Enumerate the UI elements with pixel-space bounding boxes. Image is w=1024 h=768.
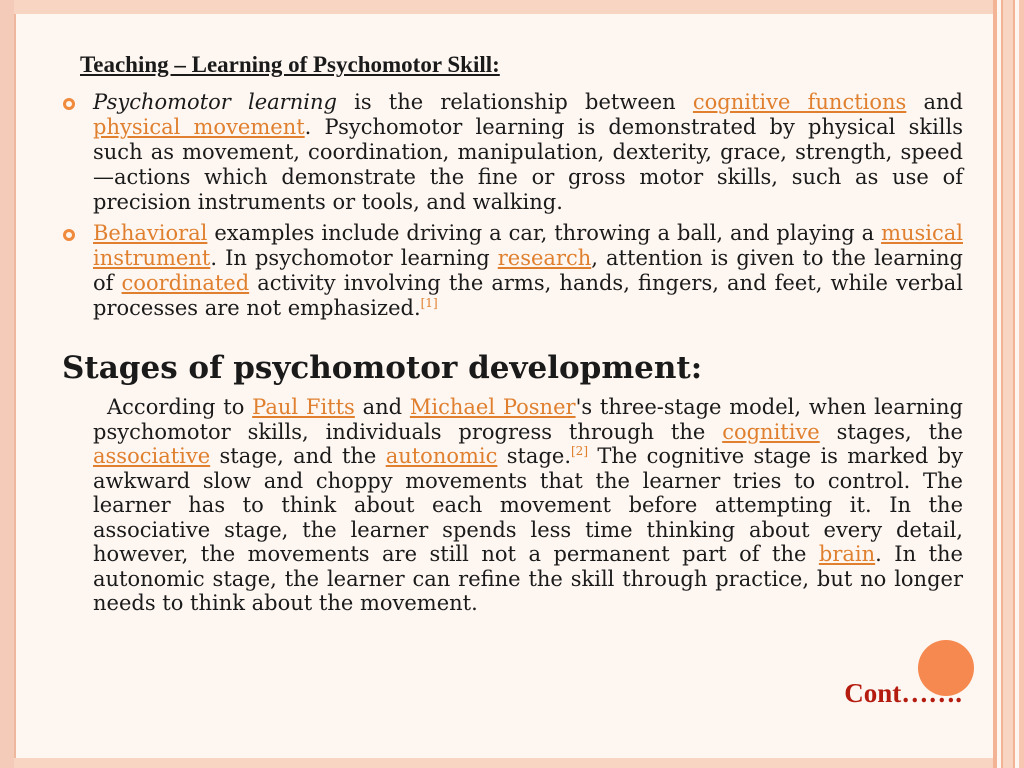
bullet-list — [60, 90, 963, 327]
emphasis-text: Psychomotor learning — [93, 90, 337, 114]
inline-link[interactable]: musical instrument — [93, 221, 963, 270]
bullet-item — [60, 221, 963, 321]
bullet-ring-icon — [63, 98, 75, 110]
inline-link[interactable]: coordinated — [121, 271, 250, 295]
citation-ref-link[interactable]: [2] — [571, 444, 588, 458]
continuation-label: Cont……. — [844, 678, 962, 708]
bullet-text — [93, 221, 963, 320]
citation-ref-link[interactable]: [1] — [420, 296, 438, 310]
text-run: is the relationship between — [336, 90, 693, 114]
text-run: stages, the — [819, 419, 963, 444]
inline-link[interactable]: Behavioral — [93, 221, 208, 245]
text-run: activity involving the arms, hands, fingers, and feet, while verbal processes are not emphasized. — [93, 271, 964, 320]
text-run: and — [906, 90, 963, 114]
text-run: stage, and the — [210, 444, 386, 468]
text-run: stage. — [497, 444, 571, 468]
bullet-text — [93, 90, 963, 214]
inline-link[interactable]: cognitive functions — [692, 90, 907, 114]
text-run: . In psychomotor learning — [210, 246, 498, 270]
stages-paragraph — [93, 395, 963, 616]
inline-link[interactable]: brain — [818, 542, 876, 566]
text-run: , attention is given to the learning of — [93, 246, 963, 295]
inline-link[interactable]: research — [497, 246, 592, 270]
text-run: examples include driving a car, throwing a ball, and playing a — [207, 221, 882, 245]
text-run: The cognitive stage is marked by awkward slow and choppy movements that the learner tries to control. The learner has to think about each movement before attempting it. In the associative stage, the learner spends less time thinking about every detail, however, the movements are still not a permanent part of the — [93, 444, 963, 566]
inline-link[interactable]: associative — [93, 444, 211, 468]
text-run: and — [354, 395, 410, 419]
inline-link[interactable]: Michael Posner — [409, 395, 576, 419]
stages-title: Stages of psychomotor development: — [62, 350, 703, 386]
inline-link[interactable]: physical movement — [93, 115, 305, 139]
text-run: . Psychomotor learning is demonstrated by physical skills such as movement, coordination, manipulation, dexterity, grace, strength, speed—actions which demonstrate the fine or gross motor skills, such as use of precision instruments or tools, and walking. — [93, 115, 963, 214]
bullet-item — [60, 90, 963, 215]
inline-link[interactable]: cognitive — [722, 419, 820, 444]
text-run: According to — [107, 395, 253, 419]
inline-link[interactable]: autonomic — [385, 444, 498, 468]
slide-heading: Teaching – Learning of Psychomotor Skill: — [80, 52, 500, 77]
text-run: 's three-stage model, when learning psychomotor skills, individuals progress through the — [93, 395, 963, 444]
text-run: . In the autonomic stage, the learner can refine the skill through practice, but no longer needs to think about the movement. — [93, 542, 963, 615]
bullet-ring-icon — [63, 229, 75, 241]
inline-link[interactable]: Paul Fitts — [252, 395, 355, 419]
